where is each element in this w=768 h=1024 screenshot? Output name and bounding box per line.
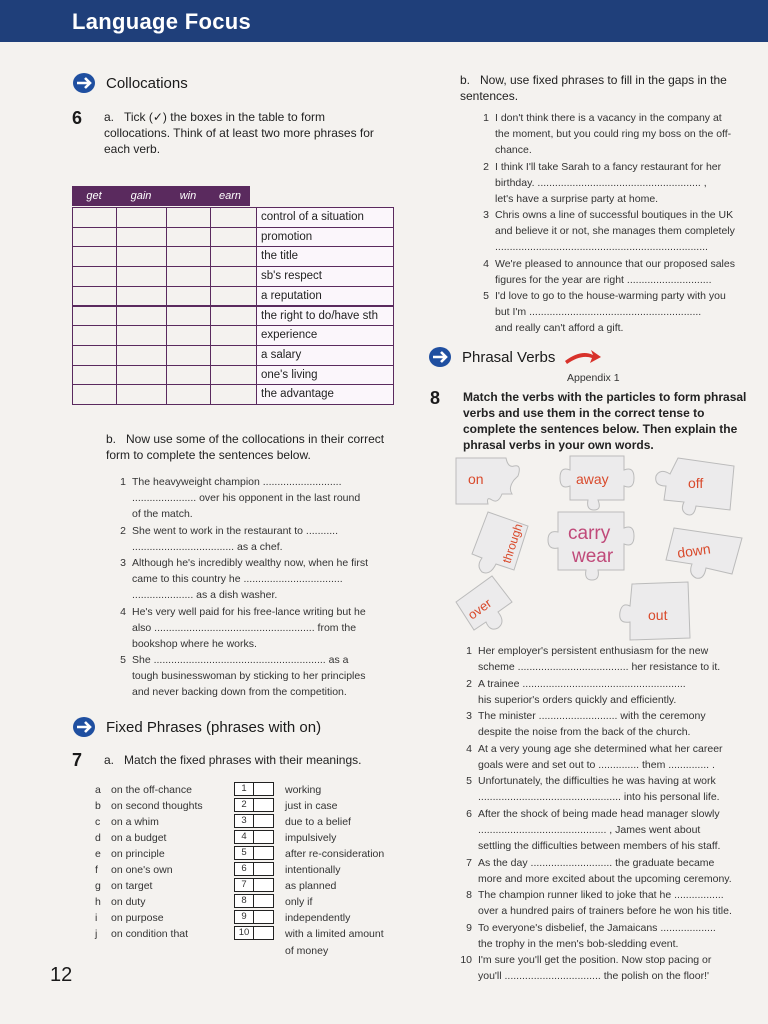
match-number: 7 [234, 878, 254, 892]
fixed-phrase: on condition that [111, 928, 189, 940]
tick-box[interactable] [116, 207, 167, 228]
tick-box[interactable] [116, 345, 167, 366]
fixed-phrase: on purpose [111, 912, 164, 924]
collocation-table [72, 186, 250, 206]
sentence-line: ................................... as a chef. [132, 540, 283, 553]
sentence-number: 5 [483, 290, 489, 303]
tick-box[interactable] [72, 207, 117, 228]
tick-box[interactable] [166, 365, 211, 386]
meaning-text: working [285, 784, 322, 796]
exercise-number: 6 [72, 108, 83, 128]
svg-text:down: down [676, 540, 712, 561]
match-row [95, 926, 395, 942]
arrow-right-icon [72, 72, 98, 94]
col-get: get [86, 190, 102, 202]
section-fixed-phrases [72, 716, 321, 738]
svg-text:over: over [464, 595, 495, 623]
sentence-line: I think I'll take Sarah to a fancy restaurant for her [495, 160, 722, 173]
collocation-phrase: experience [256, 325, 394, 346]
instruction-label: b. [106, 432, 117, 446]
answer-box[interactable] [254, 830, 274, 844]
sentence-line: came to this country he .................................. [132, 573, 343, 586]
sentence-line: As the day ............................ the graduate became [478, 856, 715, 869]
instruction-6a [104, 109, 394, 157]
sentence-line: Unfortunately, the difficulties he was having at work [478, 775, 716, 788]
tick-box[interactable] [166, 286, 211, 307]
sentence-number: 1 [466, 645, 472, 657]
match-number: 8 [234, 894, 254, 908]
page-number: 12 [50, 964, 73, 986]
tick-box[interactable] [166, 384, 211, 405]
arrow-right-icon [428, 346, 454, 368]
puzzle-piece-away [560, 456, 634, 510]
answer-box[interactable] [254, 782, 274, 796]
instruction-text: Now use some of the collocations in their correct form to complete the sentences below. [106, 432, 385, 462]
tick-box[interactable] [72, 227, 117, 248]
sentence-item [458, 774, 754, 806]
sentence-line: Although he's incredibly wealthy now, when he first [132, 557, 369, 570]
match-letter: c [95, 816, 101, 828]
instruction-7a [104, 752, 394, 768]
meaning-text: intentionally [285, 864, 341, 876]
sentence-item [112, 605, 394, 653]
sentence-number: 8 [466, 889, 472, 902]
tick-box[interactable] [116, 384, 167, 405]
sentence-number: 10 [460, 954, 472, 967]
sentence-line: his superior's orders quickly and efficiently. [478, 693, 677, 706]
collocation-phrase: the advantage [256, 384, 394, 405]
meaning-text: with a limited amount [285, 928, 384, 940]
meaning-text: of money [285, 945, 329, 957]
section-title: Collocations [106, 74, 188, 92]
tick-box[interactable] [210, 266, 257, 287]
match-row [95, 862, 395, 878]
tick-box[interactable] [72, 246, 117, 267]
sentence-line: and never backing down from the competition. [132, 686, 347, 699]
svg-text:through: through [499, 521, 526, 565]
sentence-number: 3 [120, 557, 126, 570]
match-letter: e [95, 848, 101, 860]
tick-box[interactable] [166, 306, 211, 327]
answer-box[interactable] [254, 878, 274, 892]
answer-box[interactable] [254, 894, 274, 908]
svg-text:off: off [688, 475, 704, 491]
sentence-line: The minister ........................... with the ceremony [478, 710, 706, 723]
match-letter: f [95, 864, 98, 876]
tick-box[interactable] [116, 306, 167, 327]
puzzle-piece-through [472, 512, 528, 573]
tick-box[interactable] [210, 325, 257, 346]
sentence-item [458, 742, 754, 774]
sentence-line: birthday. ........................................................ , [495, 176, 707, 189]
section-title: Fixed Phrases (phrases with on) [106, 718, 322, 736]
tick-box[interactable] [116, 227, 167, 248]
match-row [95, 830, 395, 846]
sentence-line: the moment, but you could ring my boss on the off- [495, 128, 732, 140]
meaning-text: impulsively [285, 832, 337, 844]
sentence-item [475, 289, 753, 337]
tick-box[interactable] [210, 227, 257, 248]
answer-box[interactable] [254, 910, 274, 924]
collocation-phrase: one's living [256, 365, 394, 386]
tick-box[interactable] [72, 325, 117, 346]
sentence-line: let's have a surprise party at home. [495, 192, 659, 205]
fixed-phrase: on second thoughts [111, 800, 203, 812]
tick-box[interactable] [116, 325, 167, 346]
sentence-line: To everyone's disbelief, the Jamaicans ................... [478, 921, 716, 934]
sentence-line: chance. [495, 144, 532, 156]
puzzle-piece-verbs [548, 512, 634, 580]
tick-box[interactable] [210, 286, 257, 307]
tick-box[interactable] [210, 306, 257, 327]
sentence-line: After the shock of being made head manager slowly [478, 808, 720, 820]
sentence-number: 5 [466, 775, 472, 788]
match-letter: h [95, 896, 101, 908]
svg-text:away: away [576, 471, 609, 487]
match-letter: b [95, 800, 101, 812]
sentence-item [112, 475, 394, 523]
tick-box[interactable] [210, 345, 257, 366]
instruction-label: a. [104, 753, 115, 767]
puzzle-piece-down [666, 528, 742, 578]
tick-box[interactable] [166, 345, 211, 366]
sentence-number: 2 [483, 160, 489, 173]
collocation-phrase: promotion [256, 227, 394, 248]
tick-box[interactable] [166, 246, 211, 267]
table-header [72, 186, 250, 206]
sentence-item [475, 208, 753, 256]
match-number: 10 [234, 926, 254, 940]
puzzle-graphic [448, 452, 752, 642]
sentence-line: I don't think there is a vacancy in the company at [495, 112, 722, 124]
col-earn: earn [218, 190, 242, 202]
svg-text:carry: carry [568, 523, 611, 544]
sentence-item [475, 160, 753, 208]
match-row [95, 894, 395, 910]
sentence-line: She ........................................................... as a [132, 654, 349, 667]
instruction-text: Tick (✓) the boxes in the table to form collocations. Think of at least two more phrases for each verb. [104, 110, 374, 156]
section-collocations [72, 72, 188, 94]
match-number: 5 [234, 846, 254, 860]
sentence-item [458, 709, 754, 741]
sentence-number: 3 [466, 710, 472, 723]
match-number: 2 [234, 798, 254, 812]
instruction-8: Match the verbs with the particles to form phrasal verbs and use them in the correct tense to complete the sentences below. Then explain the phrasal verbs in your own words. [463, 390, 747, 452]
puzzle-piece-off [656, 458, 734, 515]
sentence-line: but I'm ........................................................... [495, 306, 702, 319]
sentence-line: and really can't afford a gift. [495, 322, 624, 335]
match-number: 9 [234, 910, 254, 924]
match-row [95, 814, 395, 830]
sentence-line: scheme ...................................... her resistance to it. [478, 661, 721, 673]
tick-box[interactable] [166, 325, 211, 346]
sentence-number: 3 [483, 209, 489, 222]
red-arrow-icon [563, 347, 603, 367]
sentence-line: figures for the year are right ............................. [495, 273, 712, 286]
sentence-item [475, 257, 753, 289]
match-letter: j [95, 928, 98, 940]
sentence-item [458, 921, 754, 953]
sentence-number: 2 [120, 524, 126, 537]
answer-box[interactable] [254, 926, 274, 940]
match-number: 4 [234, 830, 254, 844]
match-number: 1 [234, 782, 254, 796]
collocation-phrase: sb's respect [256, 266, 394, 287]
sentence-line: He's very well paid for his free-lance writing but he [132, 605, 366, 618]
sentence-line: The heavyweight champion ........................... [132, 476, 342, 488]
section-title: Phrasal Verbs [462, 348, 556, 366]
match-row [95, 910, 395, 926]
col-win: win [179, 190, 197, 202]
fixed-phrase: on target [111, 880, 153, 892]
tick-box[interactable] [72, 365, 117, 386]
instruction-label: b. [460, 73, 471, 87]
sentence-item [458, 953, 754, 985]
sentence-line: of the match. [132, 508, 193, 520]
sentence-line: The champion runner liked to joke that he ................. [478, 889, 724, 902]
tick-box[interactable] [210, 207, 257, 228]
sentence-line: and believe it or not, she manages them completely [495, 225, 735, 238]
sentence-item [475, 111, 753, 159]
instruction-text: Now, use fixed phrases to fill in the gaps in the sentences. [460, 73, 727, 103]
sentence-number: 1 [483, 112, 489, 124]
sentence-number: 4 [483, 257, 489, 270]
sentence-item [112, 524, 394, 556]
tick-box[interactable] [72, 384, 117, 405]
tick-box[interactable] [116, 286, 167, 307]
match-letter: g [95, 880, 101, 892]
arrow-right-icon [72, 716, 98, 738]
collocation-phrase: the title [256, 246, 394, 267]
sentence-line: the trophy in the men's bob-sledding event. [478, 937, 679, 950]
sentence-line: also ....................................................... from the [132, 621, 357, 634]
sentence-line: over a hundred pairs of trainers before he won his title. [478, 905, 732, 918]
tick-box[interactable] [166, 266, 211, 287]
sentence-number: 7 [466, 856, 472, 869]
collocation-phrase: the right to do/have sth [256, 306, 394, 327]
tick-box[interactable] [210, 246, 257, 267]
sentence-number: 4 [120, 605, 126, 618]
exercise-number: 7 [72, 750, 83, 770]
fixed-phrase: on principle [111, 848, 165, 860]
sentence-number: 5 [120, 654, 126, 667]
sentence-item [458, 644, 754, 676]
sentence-item [458, 888, 754, 920]
match-row [95, 798, 395, 814]
section-phrasal-verbs [428, 346, 603, 368]
instruction-text: Match the fixed phrases with their meanings. [124, 753, 362, 767]
svg-text:on: on [468, 471, 484, 487]
tick-box[interactable] [116, 365, 167, 386]
instruction-label: a. [104, 110, 115, 124]
sentence-item [458, 807, 754, 855]
sentence-line: We're pleased to announce that our proposed sales [495, 257, 735, 270]
appendix-reference: Appendix 1 [567, 372, 620, 384]
puzzle-piece-over [456, 576, 512, 630]
collocation-phrase: a salary [256, 345, 394, 366]
col-gain: gain [130, 190, 152, 202]
sentence-line: At a very young age she determined what her career [478, 742, 723, 755]
match-letter: d [95, 832, 101, 844]
meaning-text: only if [285, 896, 313, 908]
fixed-phrase: on a whim [111, 816, 159, 828]
sentence-line: ................................................. into his personal life. [478, 791, 720, 804]
sentence-line: I'd love to go to the house-warming party with you [495, 290, 726, 303]
puzzle-piece-on [456, 458, 519, 504]
tick-box[interactable] [72, 286, 117, 307]
sentence-number: 1 [120, 476, 126, 488]
match-number: 6 [234, 862, 254, 876]
instruction-7b [460, 72, 752, 104]
sentence-line: tough businesswoman by sticking to her principles [132, 670, 366, 683]
sentence-item [458, 856, 754, 888]
header-banner [0, 0, 768, 42]
sentence-line: you'll ................................. the polish on the floor!' [478, 970, 710, 983]
sentence-line: more and more excited about the upcoming ceremony. [478, 872, 732, 885]
meaning-text: independently [285, 912, 351, 924]
match-row [95, 878, 395, 894]
sentence-item [458, 677, 754, 709]
sentence-line: ..................... as a dish washer. [132, 589, 278, 602]
tick-box[interactable] [116, 246, 167, 267]
tick-box[interactable] [166, 207, 211, 228]
collocation-phrase: a reputation [256, 286, 394, 307]
exercise-number: 8 [430, 388, 441, 408]
svg-text:out: out [648, 607, 668, 623]
meaning-text: as planned [285, 880, 337, 892]
sentence-line: bookshop where he works. [132, 637, 257, 650]
sentence-number: 2 [466, 677, 472, 690]
sentence-line: Chris owns a line of successful boutiques in the UK [495, 209, 734, 222]
answer-box[interactable] [254, 862, 274, 876]
match-row [95, 846, 395, 862]
meaning-text: after re-consideration [285, 848, 385, 860]
sentence-line: despite the noise from the back of the church. [478, 726, 691, 739]
sentence-line: Her employer's persistent enthusiasm for the new [478, 645, 709, 657]
answer-box[interactable] [254, 846, 274, 860]
match-number: 3 [234, 814, 254, 828]
page-title: Language Focus [72, 9, 251, 34]
fixed-phrase: on a budget [111, 832, 167, 844]
tick-box[interactable] [72, 306, 117, 327]
match-letter: i [95, 912, 98, 924]
sentence-line: goals were and set out to .............. them .............. . [478, 758, 715, 771]
fixed-phrase: on one's own [111, 864, 173, 876]
match-letter: a [95, 784, 101, 796]
match-row [95, 782, 395, 798]
sentence-line: She went to work in the restaurant to ........... [132, 524, 339, 537]
tick-box[interactable] [166, 227, 211, 248]
tick-box[interactable] [210, 365, 257, 386]
fixed-phrase: on duty [111, 896, 146, 908]
instruction-6b [106, 431, 394, 463]
svg-text:wear: wear [572, 546, 614, 567]
answer-box[interactable] [254, 798, 274, 812]
sentence-number: 6 [466, 808, 472, 820]
sentence-line: ......................................................................... [495, 241, 708, 254]
sentence-item [112, 556, 394, 604]
answer-box[interactable] [254, 814, 274, 828]
tick-box[interactable] [210, 384, 257, 405]
puzzle-piece-out [620, 582, 690, 640]
tick-box[interactable] [72, 345, 117, 366]
sentence-item [112, 653, 394, 701]
tick-box[interactable] [116, 266, 167, 287]
meaning-text: just in case [285, 800, 338, 812]
collocation-phrase: control of a situation [256, 207, 394, 228]
sentence-number: 4 [466, 742, 472, 755]
sentence-number: 9 [466, 921, 472, 934]
tick-box[interactable] [72, 266, 117, 287]
sentence-line: ...................... over his opponent in the last round [132, 492, 361, 504]
fixed-phrase: on the off-chance [111, 784, 192, 796]
sentence-line: settling the difficulties between members of his staff. [478, 840, 721, 852]
sentence-line: ............................................ , James went about [478, 824, 701, 836]
meaning-text: due to a belief [285, 816, 351, 828]
sentence-line: A trainee ........................................................ [478, 677, 686, 690]
sentence-line: I'm sure you'll get the position. Now stop pacing or [478, 954, 712, 967]
